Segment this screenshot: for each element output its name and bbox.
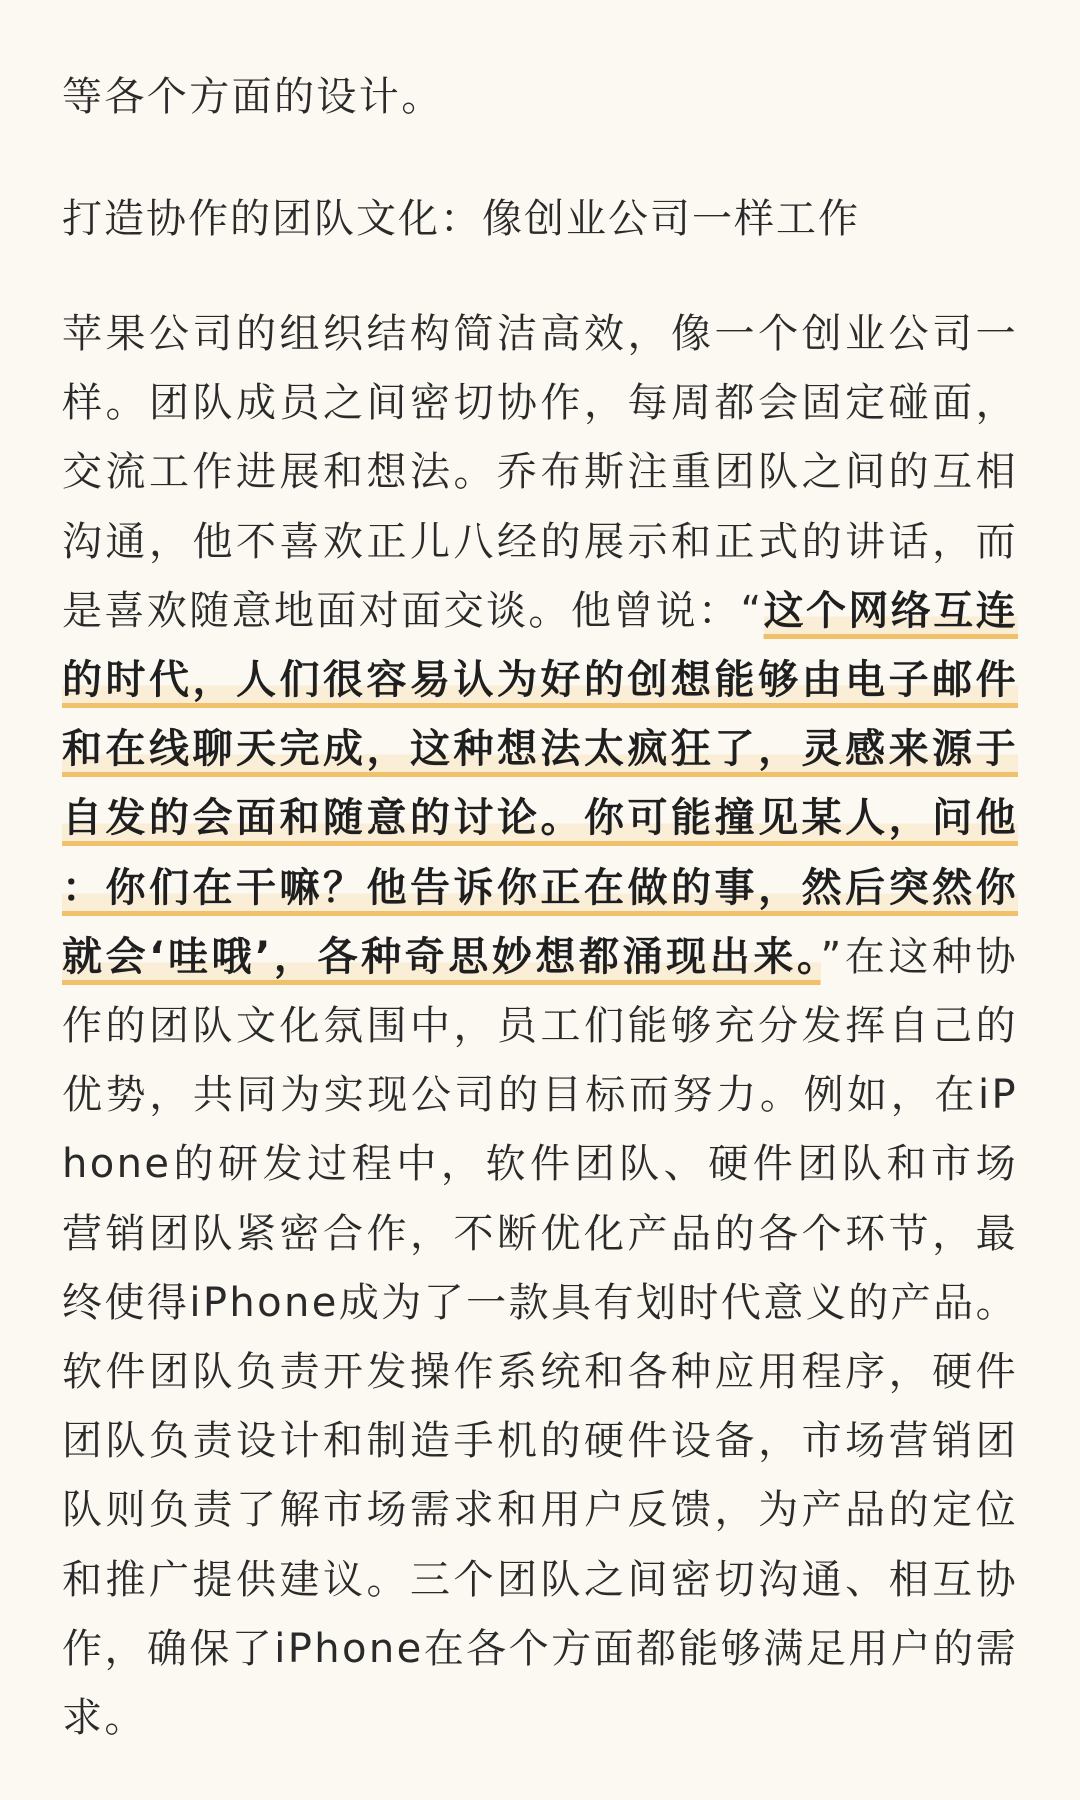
body-paragraph	[62, 300, 1018, 1753]
section-heading: 打造协作的团队文化：像创业公司一样工作	[62, 196, 860, 242]
intro-tail-text: 等各个方面的设计。	[62, 74, 444, 120]
body-text-after-quote: ”在这种协作的团队文化氛围中，员工们能够充分发挥自己的优势，共同为实现公司的目标而努力。例如，在iPhone的研发过程中，软件团队、硬件团队和市场营销团队紧密合作，不断优化产品的各个环节，最终使得iPhone成为了一款具有划时代意义的产品。软件团队负责开发操作系统和各种应用程序，硬件团队负责设计和制造手机的硬件设备，市场营销团队则负责了解市场需求和用户反馈，为产品的定位和推广提供建议。三个团队之间密切沟通、相互协作，确保了iPhone在各个方面都能够满足用户的需求。	[62, 933, 1018, 1742]
body-text-before-quote: 苹果公司的组织结构简洁高效，像一个创业公司一样。团队成员之间密切协作，每周都会固定碰面，交流工作进展和想法。乔布斯注重团队之间的互相沟通，他不喜欢正儿八经的展示和正式的讲话，而是喜欢随意地面对面交谈。他曾说：“	[62, 311, 1018, 634]
highlighted-quote[interactable]: 这个网络互连的时代，人们很容易认为好的创想能够由电子邮件和在线聊天完成，这种想法太疯狂了，灵感来源于自发的会面和随意的讨论。你可能撞见某人，问他：你们在干嘛？他告诉你正在做的事，然后突然你就会‘哇哦’，各种奇思妙想都涌现出来。	[62, 587, 1018, 980]
